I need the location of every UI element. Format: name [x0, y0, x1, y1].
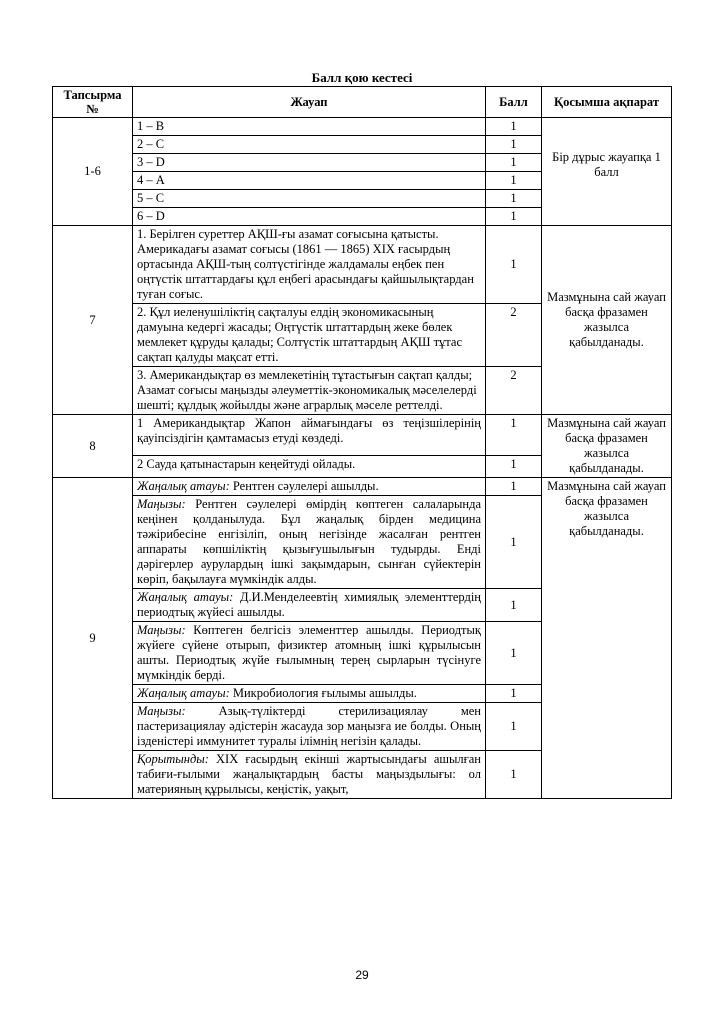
answer-cell: 1 – В	[133, 118, 486, 136]
header-task: Тапсырма №	[53, 87, 133, 118]
page-number: 29	[355, 968, 369, 982]
answer-label: Маңызы:	[137, 497, 186, 511]
extra-info: Мазмұнына сай жауап басқа фразамен жазылса қабылданады.	[542, 226, 672, 415]
score-cell: 1	[486, 190, 542, 208]
answer-cell: 6 – D	[133, 208, 486, 226]
score-cell: 1	[486, 154, 542, 172]
score-cell: 2	[486, 304, 542, 367]
answer-cell	[133, 751, 486, 799]
score-table	[52, 86, 672, 799]
answer-cell	[133, 478, 486, 496]
answer-text: Микробиология ғылымы ашылды.	[229, 686, 417, 700]
answer-cell	[133, 496, 486, 589]
answer-cell: 4 – А	[133, 172, 486, 190]
header-row	[53, 87, 672, 118]
table-row	[53, 478, 672, 496]
task-number: 7	[53, 226, 133, 415]
score-cell: 1	[486, 415, 542, 456]
answer-label: Маңызы:	[137, 623, 186, 637]
answer-text: Рентген сәулелері өмірдің көптеген салаларында кеңінен қолданылуда. Бұл жаңалық бірден медицина тәжірибесіне енгізіліп, оның негізінде жасалған рентген аппараты көпшіліктің қызығушылығын тудырды. Енді дәрігерлер аурулардың ішкі зақымдарын, сынған сүйектерін көріп, бақылауға мүмкіндік алды.	[137, 497, 481, 586]
answer-cell: 1 Американдықтар Жапон аймағындағы өз теңізшілерінің қауіпсіздігін қамтамасыз етуді көздеді.	[133, 415, 486, 456]
answer-label: Маңызы:	[137, 704, 186, 718]
table-row	[53, 226, 672, 304]
table-row	[53, 415, 672, 456]
answer-text: Көптеген белгісіз элементтер ашылды. Периодтық жүйеге сүйене отырып, физиктер атомның ішкі құрылысын ашты. Периодтық жүйе ғылымның терең сырларын түсінуге мүмкіндік берді.	[137, 623, 481, 682]
answer-cell	[133, 589, 486, 622]
extra-info: Мазмұнына сай жауап басқа фразамен жазылса қабылданады.	[542, 415, 672, 478]
answer-text: Азық-түліктерді стерилизациялау мен пастеризациялау әдістерін жасауда зор маңызға ие болды. Оның ізденістері иммунитет туралы ілімнің негізін қалады.	[137, 704, 481, 748]
header-score: Балл	[486, 87, 542, 118]
score-cell: 1	[486, 136, 542, 154]
task-number: 1-6	[53, 118, 133, 226]
score-cell: 1	[486, 208, 542, 226]
answer-cell: 3 – D	[133, 154, 486, 172]
score-cell: 1	[486, 172, 542, 190]
score-cell: 1	[486, 478, 542, 496]
score-cell: 1	[486, 455, 542, 477]
score-cell: 1	[486, 589, 542, 622]
answer-label: Жаңалық атауы:	[137, 686, 230, 700]
score-cell: 1	[486, 685, 542, 703]
answer-cell: 3. Американдықтар өз мемлекетінің тұтастығын сақтап қалды; Азамат соғысы маңызды әлеуметтік-экономикалық мәселелерді шешті; құлдық жойылды және аграрлық мәселе реттелді.	[133, 367, 486, 415]
page-title: Балл қою кестесі	[311, 70, 413, 85]
header-answer: Жауап	[133, 87, 486, 118]
task-number: 8	[53, 415, 133, 478]
score-cell: 1	[486, 496, 542, 589]
answer-label: Қорытынды:	[137, 752, 209, 766]
answer-text: Рентген сәулелері ашылды.	[229, 479, 379, 493]
score-cell: 1	[486, 118, 542, 136]
answer-cell: 2 – С	[133, 136, 486, 154]
extra-info: Мазмұнына сай жауап басқа фразамен жазылса қабылданады.	[542, 478, 672, 799]
extra-info: Бір дұрыс жауапқа 1 балл	[542, 118, 672, 226]
answer-cell	[133, 685, 486, 703]
score-cell: 1	[486, 751, 542, 799]
answer-cell: 1. Берілген суреттер АҚШ-ғы азамат соғысына қатысты. Америкадағы азамат соғысы (1861 — 1865) XIX ғасырдың ортасында АҚШ-тың солтүстігінде жалдамалы еңбек пен оңтүстік штаттардағы құл еңбегі арасындағы қайшылықтардан туған соғыс.	[133, 226, 486, 304]
answer-text: Д.И.Менделеевтің химиялық элементтердің периодтық жүйесі ашылды.	[137, 590, 481, 619]
answer-cell: 2 Сауда қатынастарын кеңейтуді ойлады.	[133, 455, 486, 477]
answer-label: Жаңалық атауы:	[137, 590, 234, 604]
answer-label: Жаңалық атауы:	[137, 479, 230, 493]
score-cell: 1	[486, 703, 542, 751]
task-number: 9	[53, 478, 133, 799]
answer-cell: 2. Құл иеленушіліктің сақталуы елдің экономикасының дамуына кедергі жасады; Оңтүстік штаттардың жеке бөлек мемлекет құруды қалады; Солтүстік штаттардың АҚШ тұтас сақтап қалуды мақсат етті.	[133, 304, 486, 367]
header-extra: Қосымша ақпарат	[542, 87, 672, 118]
answer-text: XIX ғасырдың екінші жартысындағы ашылған табиғи-ғылыми жаңалықтардың басты маңыздылығы: ол материяның құрылысы, кеңістік, уақыт,	[137, 752, 481, 796]
score-cell: 2	[486, 367, 542, 415]
answer-cell	[133, 703, 486, 751]
score-cell: 1	[486, 226, 542, 304]
table-row	[53, 118, 672, 136]
score-cell: 1	[486, 622, 542, 685]
answer-cell: 5 – С	[133, 190, 486, 208]
answer-cell	[133, 622, 486, 685]
